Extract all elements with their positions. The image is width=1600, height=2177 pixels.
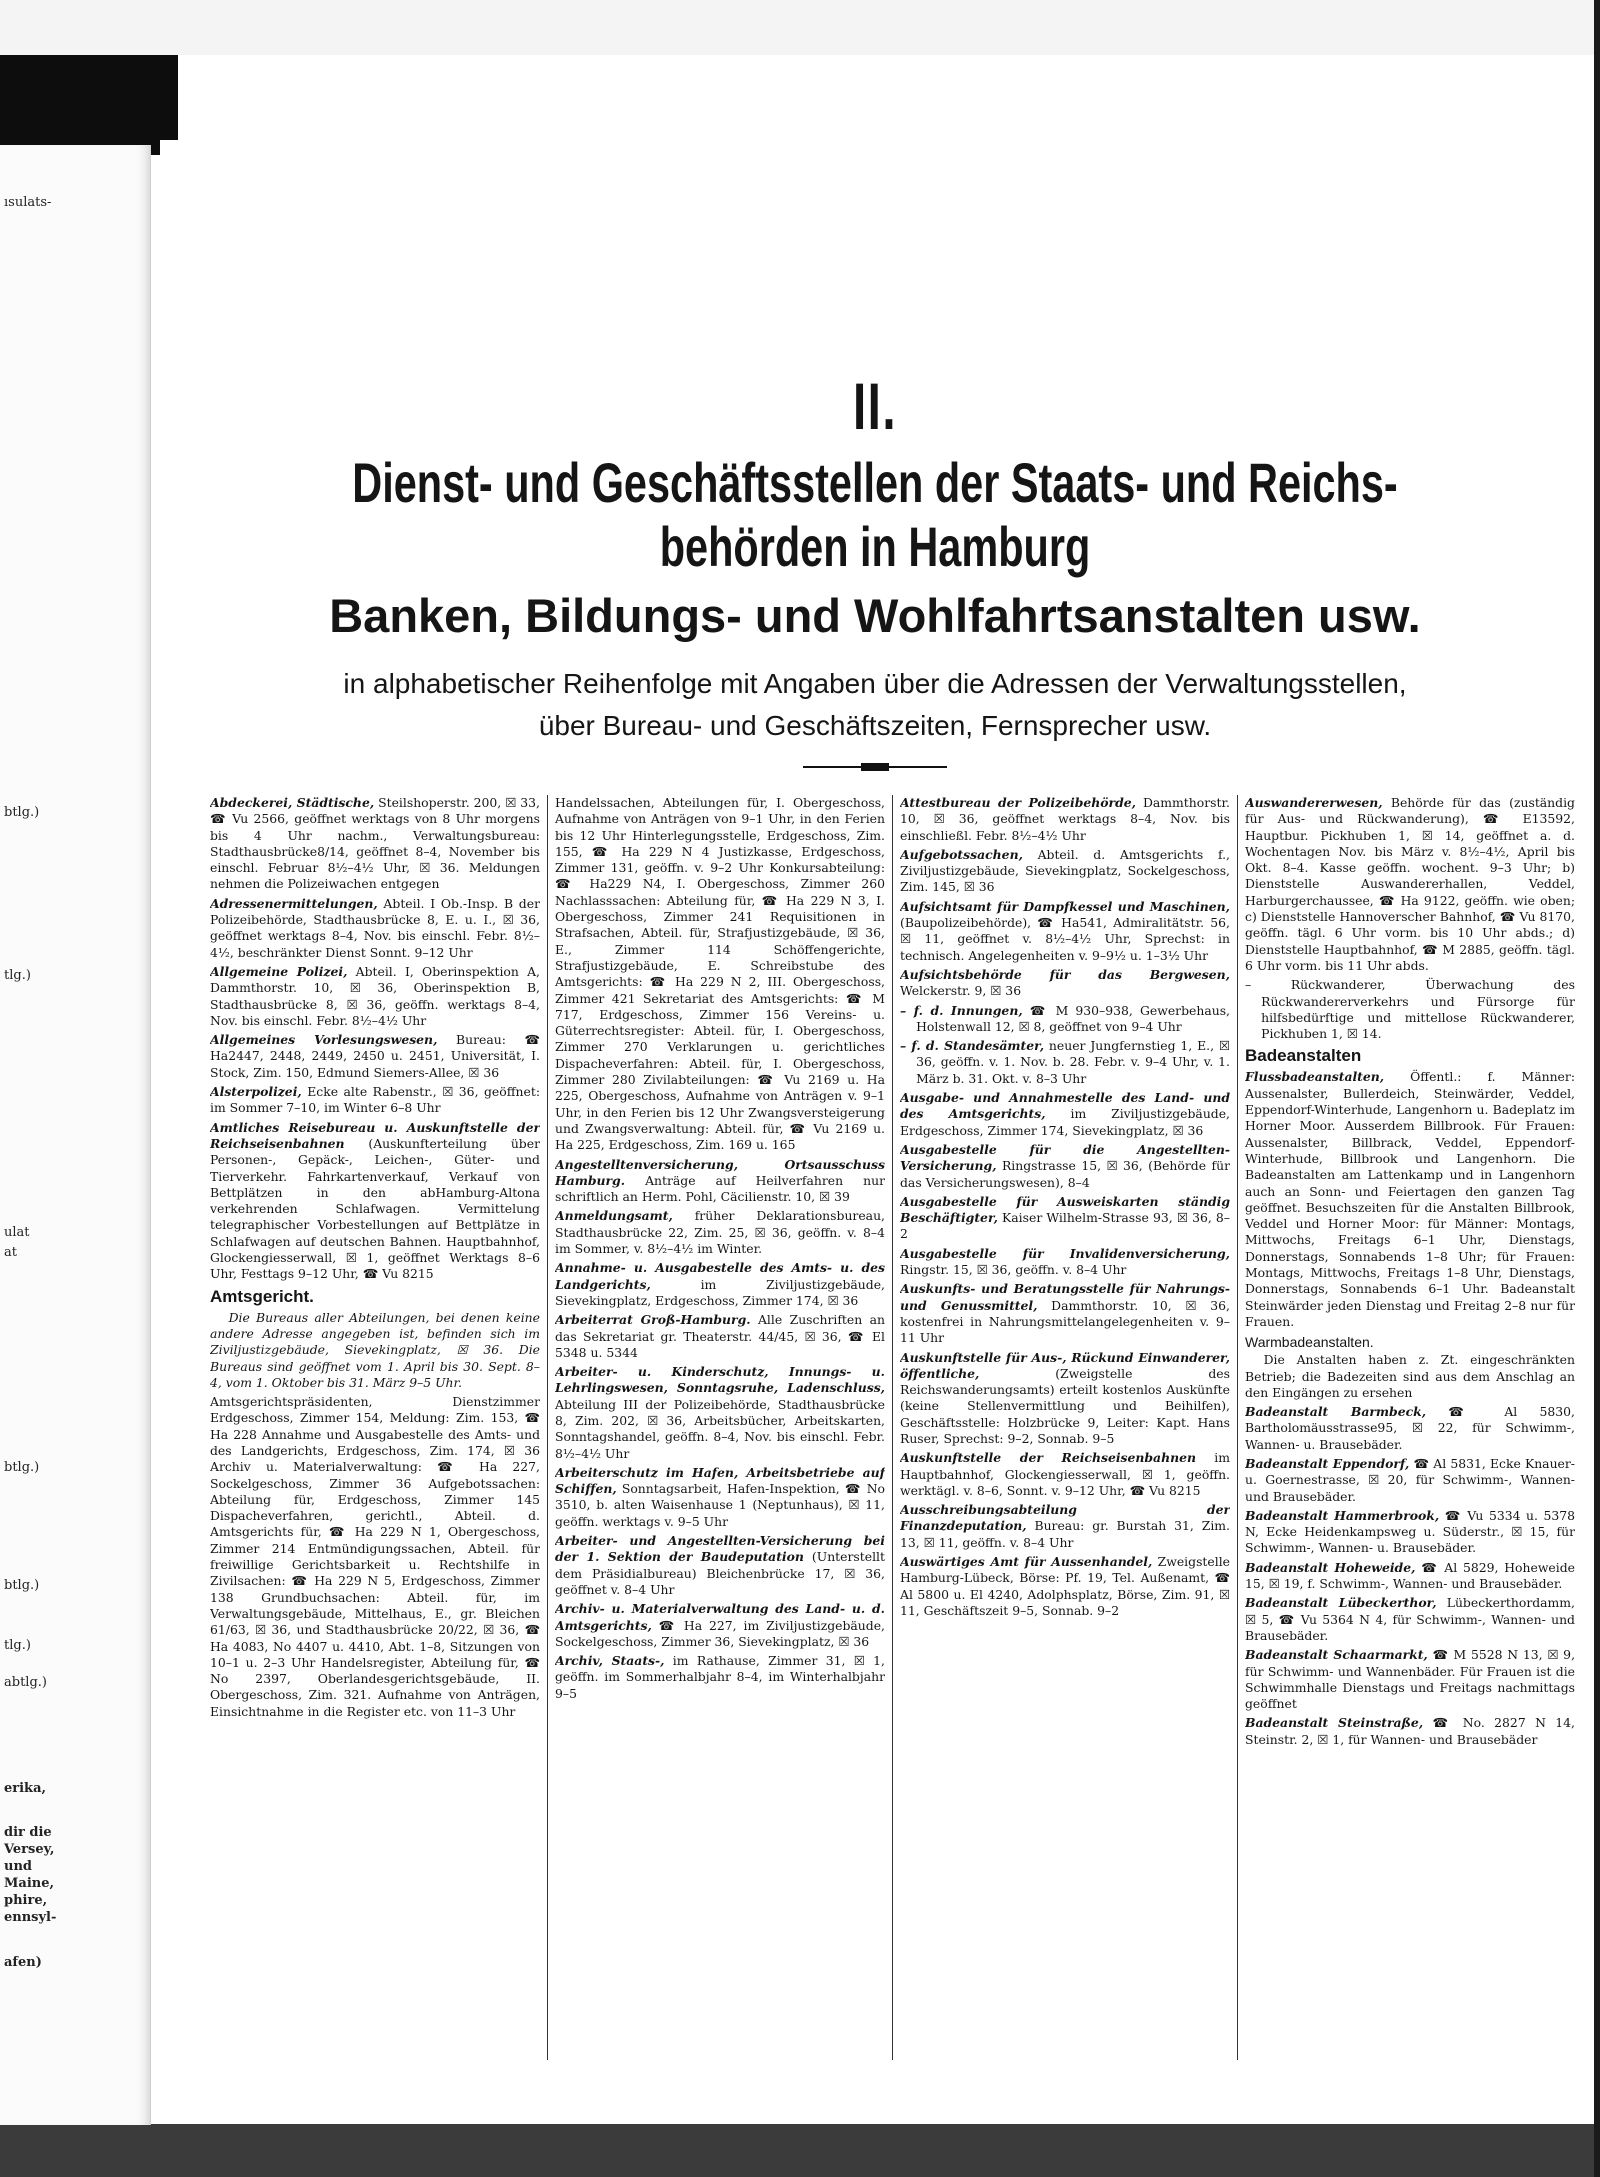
entry-heading: Auswandererwesen, [1245, 795, 1383, 810]
entry-text: ☎ Al 5830, Bartholomäusstrasse95, ☒ 22, für Schwimm-, Wannen- u. Brausebäder. [1245, 1404, 1575, 1452]
entry-columns [210, 795, 1580, 2065]
entry-heading: Anmeldungsamt, [555, 1208, 673, 1224]
entry [1245, 1456, 1575, 1505]
facing-page [0, 145, 151, 2125]
entry-heading: Badeanstalt Schaarmarkt, [1245, 1647, 1428, 1663]
entry-heading: Allgemeine Polizei, [210, 963, 348, 979]
entry-text: Abteil. I, Oberinspektion A, Dammthorstr. 10, ☒ 36, Oberinspektion B, Stadthausbrücke 8, ☒ 36, geöffn. werktags 8–4, Nov. bis einschl. Febr. 8½–4½ Uhr [210, 963, 540, 1028]
subsection-heading: Warmbadeanstalten. [1245, 1334, 1374, 1351]
entry-heading: Badeanstalt Hammerbrook, [1245, 1507, 1440, 1523]
facing-fragment: btlg.) [4, 805, 40, 820]
entry-heading: Adressenermittelungen, [210, 895, 378, 911]
entry-text: neuer Jungfernstieg 1, E., ☒ 36, geöffn. v. 1. Nov. b. 28. Febr. v. 9–4 Uhr, v. 1. März b. 31. Okt. v. 8–3 Uhr [916, 1038, 1230, 1086]
entry-text: Lübeckerthordamm, ☒ 5, ☎ Vu 5364 N 4, für Schwimm-, Wannen- und Brausebäder. [1245, 1595, 1575, 1643]
facing-fragment: ennsyl- [4, 1910, 57, 1925]
entry-heading: Badeanstalt Eppendorf, [1245, 1455, 1410, 1471]
section-heading-badeanstalten: Badeanstalten [1245, 1046, 1362, 1066]
page-title-line-3: Banken, Bildungs- und Wohlfahrtsanstalten usw. [329, 589, 1421, 642]
entry-heading: Ausgabe- und Annahmestelle des Land- und des Amtsgerichts, [900, 1090, 1230, 1122]
entry [900, 967, 1230, 1000]
entry-text: früher Deklarationsbureau, Stadthausbrücke 22, Zim. 25, ☒ 36, geöffn. v. 8–4 im Sommer, v. 8½–4½ im Winter. [555, 1208, 885, 1257]
entry-text: ☎ M 5528 N 13, ☒ 9, für Schwimm- und Wannenbäder. Für Frauen ist die Schwimmhalle Dienstags und Freitags nachmittags geöffnet [1245, 1647, 1575, 1712]
entry-heading: – f. d. Innungen, [900, 1002, 1023, 1018]
facing-fragment: btlg.) [4, 1460, 40, 1475]
entry-text: (Auskunfterteilung über Personen-, Gepäck-, Leichen-, Güter- und Tierverkehr. Fahrkartenverkauf, Verkauf von Bettplätzen in den abHamburg-Altona verkehrenden Schlafwagen. Vermittelung telegraphischer Vorbestellungen auf Bettplätze in Schlafwagen auf deutschen Bahnen. Hauptbahnhof, Glockengiesserwall, ☒ 1, geöffnet Werktags 8–6 Uhr, Festtags 9–12 Uhr, ☎ Vu 8215 [210, 1135, 540, 1282]
facing-fragment: at [4, 1245, 17, 1260]
entry [900, 1281, 1230, 1346]
entry-text: ☎ M 930–938, Gewerbehaus, Holstenwall 12, ☒ 8, geöffnet von 9–4 Uhr [916, 1002, 1230, 1034]
entry-text: im Hauptbahnhof, Glockengiesserwall, ☒ 1, geöffn. werktägl. v. 8–6, Sonnt. v. 9–12 Uhr, ☎ Vu 8215 [900, 1450, 1230, 1498]
entry-text: Bureau: ☎ Ha2447, 2448, 2449, 2450 u. 2451, Universität, I. Stock, Zim. 150, Edmund Siemers-Allee, ☒ 36 [210, 1032, 540, 1080]
column-rule [892, 795, 893, 2060]
entry-heading: Annahme- u. Ausgabestelle des Amts- u. des Landgerichts, [555, 1260, 885, 1292]
facing-fragment: tlg.) [4, 1638, 31, 1653]
entry [210, 896, 540, 961]
entry-heading: Archiv- u. Materialverwaltung des Land- u. d. Amtsgerichts, [555, 1601, 885, 1633]
entry-text: Dammthorstr. 10, ☒ 36, geöffnet werktags 8–4, Nov. bis einschließl. Febr. 8½–4½ Uhr [900, 795, 1230, 843]
entry-text: Bureau: gr. Burstah 31, Zim. 13, ☒ 11, geöffn. v. 8–4 Uhr [900, 1518, 1230, 1550]
entry [1245, 1069, 1575, 1330]
column-2 [555, 795, 885, 2065]
entry [1245, 1647, 1575, 1712]
entry [555, 1312, 885, 1361]
entry [555, 1533, 885, 1598]
entry-text: Behörde für das (zuständig für Aus- und Rückwanderung), ☎ E13592, Hauptbur. Pickhuben 1, ☒ 14, geöffnet a. d. Wochentagen Nov. bis März v. 8½–4½, April bis Okt. 8–4. Kasse geöffn. wochent. 9–3 Uhr; b) Dienststelle Auswandererhallen, Veddel, Harburgerchaussee, ☎ Ha 9122, geöffn. wie oben; c) Dienststelle Hannoverscher Bahnhof, ☎ Vu 8170, geöffn. tägl. 6 Uhr vorm. bis 10 Uhr abds.; d) Dienststelle Hauptbahnhof, ☎ M 2885, geöffn. tägl. 6 Uhr vorm. bis 11 Uhr abds. [1245, 795, 1575, 973]
entry-heading: Aufsichtsamt für Dampfkessel und Maschinen, [900, 898, 1230, 914]
scan-margin-top [0, 0, 1600, 55]
entry-heading: Arbeiterschutz im Hafen, Arbeitsbetriebe auf Schiffen, [555, 1464, 885, 1497]
entry [900, 1246, 1230, 1279]
entry [900, 1038, 1230, 1087]
entry-text: im Ziviljustizgebäude, Erdgeschoss, Zimmer 174, Sievekingplatz, ☒ 36 [900, 1106, 1230, 1138]
entry [210, 1084, 540, 1117]
entry [1245, 1508, 1575, 1557]
facing-fragment: tlg.) [4, 968, 31, 983]
entry-heading: Ausgabestelle für die Angestellten-Versicherung, [900, 1141, 1230, 1174]
entry [1245, 1595, 1575, 1644]
entry-heading: Badeanstalt Hoheweide, [1245, 1559, 1416, 1575]
entry [900, 1350, 1230, 1448]
entry-heading: Badeanstalt Barmbeck, [1245, 1404, 1427, 1420]
entry-heading: Archiv, Staats-, [555, 1653, 665, 1669]
entry-text: Zweigstelle Hamburg-Lübeck, Börse: Pf. 19, Tel. Außenamt, ☎ Al 5800 u. El 4240, Adolphsplatz, Börse, Zim. 91, ☒ 11, Geschäftszeit 9–5, Sonnab. 9–2 [900, 1554, 1230, 1618]
facing-fragment: phire, [4, 1893, 48, 1908]
entry-text: Anträge auf Heilverfahren nur schriftlich an Herm. Pohl, Cäcilienstr. 10, ☒ 39 [555, 1172, 885, 1205]
entry [555, 1465, 885, 1530]
entry [555, 1260, 885, 1309]
entry-text: im Rathause, Zimmer 31, ☒ 1, geöffn. im Sommerhalbjahr 8–4, im Winterhalbjahr 9–5 [555, 1653, 885, 1701]
entry-heading: Ausgabestelle für Invalidenversicherung, [900, 1245, 1230, 1261]
entry-text: Abteilung III der Polizeibehörde, Stadthausbrücke 8, Zim. 202, ☒ 36, Arbeitsbücher, Arbeitskarten, Sonntagshandel, geöffn. 8–4, Nov. bis einschl. Febr. 8½–4½ Uhr [555, 1396, 885, 1461]
facing-fragment: erika, [4, 1781, 47, 1796]
entry-list: Amtsgerichtspräsidenten, Dienstzimmer Erdgeschoss, Zimmer 154, Meldung: Zim. 153, ☎ Ha 228 Annahme und Ausgabestelle des Amts- und des Landgerichts, Erdgeschoss, Zim. 174, ☒ 36 Archiv u. Materialverwaltung: ☎ Ha 227, Sockelgeschoss, Zimmer 36 Aufgebotssachen: Abteilung für, Erdgeschoss, Zimmer 145 Dispacheverfahren, gerichtl., Abteil. d. Amtsgerichts für, ☎ Ha 229 N 1, Obergeschoss, Zimmer 214 Entmündigungssachen, Abteil. für freiwillige Gerichtsbarkeit u. Rechtshilfe in Zivilsachen: ☎ Ha 229 N 5, Erdgeschoss, Zimmer 138 Grundbuchsachen: Abteil. für, im Verwaltungsgebäude, Mittelhaus, E., gr. Bleichen 61/63, ☒ 36, und Stadthausbrücke 20/22, ☒ 36, ☎ Ha 4083, No 4407 u. 4410, Abt. 1–8, Sitzungen von 10–1 u. 2–3 Uhr Handelsregister, Abteilung für, ☎ No 2397, Oberlandesgerichtsgebäude, II. Obergeschoss, Zim. 321. Aufnahme von Anträgen, Einsichtnahme in die Register etc. von 11–3 Uhr [210, 1394, 540, 1719]
scan-edge-right [1594, 0, 1600, 2177]
entry [900, 847, 1230, 896]
entry-heading: Abdeckerei, Städtische, [210, 795, 375, 810]
entry-text: ☎ Vu 5334 u. 5378 N, Ecke Heidenkampsweg u. Süderstr., ☒ 15, für Schwimm-, Wannen- u. Brausebäder. [1245, 1507, 1575, 1556]
entry [555, 1157, 885, 1206]
ornament-divider [803, 765, 947, 769]
page-subtitle-line-2: über Bureau- und Geschäftszeiten, Fernsprecher usw. [538, 710, 1212, 741]
entry [900, 1194, 1230, 1243]
entry-heading: Arbeiter- und Angestellten-Versicherung bei der 1. Sektion der Baudeputation [555, 1533, 885, 1565]
entry-heading: Angestelltenversicherung, Ortsausschuss Hamburg. [555, 1156, 885, 1188]
scan-margin-bottom [0, 2124, 1600, 2177]
facing-fragment: ulat [4, 1225, 30, 1240]
entry-text: – Rückwanderer, Überwachung des Rückwandererverkehrs und Fürsorge für hilfsbedürftige und mittellose Rückwanderer, Pickhuben 1, ☒ 14. [1245, 977, 1575, 1042]
entry [210, 1120, 540, 1283]
entry-heading: Flussbadeanstalten, [1245, 1069, 1385, 1085]
facing-fragment: und [4, 1859, 32, 1874]
column-rule [1237, 795, 1238, 2060]
entry-heading: Ausschreibungsabteilung der Finanzdeputation, [900, 1502, 1230, 1534]
entry-heading: Auskunfts- und Beratungsstelle für Nahrungs- und Genussmittel, [900, 1281, 1230, 1313]
entry-text: Öffentl.: f. Männer: Aussenalster, Bullerdeich, Steinwärder, Veddel, Eppendorf-Winterhude, Langenhorn u. Badeplatz im Horner Moor. Ausserdem Billbrook. Für Frauen: Aussenalster, Billbrack, Veddel, Eppendorf-Winterhude, Billbrook und Langenhorn. Die Badeanstalten am Lattenkamp und in Langenhorn auch an Sonn- und Feiertagen den ganzen Tag geöffnet. Besuchszeiten für die Anstalten Billbrook, Veddel und Horner Moor: für Männer: Montags, Mittwochs, Freitags 6–1 Uhr, Dienstags, Donnerstags, Sonnabends 1–8 Uhr; für Frauen: Montags, Mittwochs, Freitags 1–8 Uhr, Dienstags, Donnerstags, Sonnabends 6–1 Uhr. Badeanstalt Steinwärder jeden Dienstag und Freitag 2–8 nur für Frauen. [1245, 1069, 1575, 1329]
entry-text: Ringstrasse 15, ☒ 36, (Behörde für das Versicherungswesen), 8–4 [900, 1158, 1230, 1190]
entry-text: Abteil. d. Amtsgerichts f., Ziviljustizgebäude, Sievekingplatz, Sockelgeschoss, Zim. 145, ☒ 36 [900, 846, 1230, 895]
entry [900, 1450, 1230, 1499]
entry-heading: Auswärtiges Amt für Aussenhandel, [900, 1554, 1153, 1570]
entry-heading: Ausgabestelle für Ausweiskarten ständig Beschäftigter, [900, 1193, 1230, 1226]
entry-heading: Arbeiter- u. Kinderschutz, Innungs- u. Lehrlingswesen, Sonntagsruhe, Ladenschluss, [555, 1364, 885, 1396]
entry [900, 1090, 1230, 1139]
facing-fragment: afen) [4, 1955, 42, 1970]
entry [1245, 795, 1575, 974]
entry-heading: Arbeiterrat Groß-Hamburg. [555, 1312, 751, 1328]
entry-text: ☎ No. 2827 N 14, Steinstr. 2, ☒ 1, für Wannen- und Brausebäder [1245, 1715, 1575, 1747]
entry [900, 1003, 1230, 1036]
facing-fragment: Versey, [4, 1842, 55, 1857]
page-title-line-2: behörden in Hamburg [659, 515, 1091, 578]
entry-text: ☎ Ha 227, im Ziviljustizgebäude, Sockelgeschoss, Zimmer 36, Sievekingplatz, ☒ 36 [555, 1617, 885, 1649]
entry-heading: Badeanstalt Steinstraße, [1245, 1715, 1424, 1731]
entry-text: (Baupolizeibehörde), ☎ Ha541, Admiralitätstr. 56, ☒ 11, geöffnet v. 8½–4½ Uhr, Sprechst: in technisch. Angelegenheiten v. 9–9½ u. 1–3½ Uhr [900, 915, 1230, 963]
facing-fragment: abtlg.) [4, 1675, 47, 1690]
entry-text: Dammthorstr. 10, ☒ 36, kostenfrei in Nahrungsmittelangelegenheiten v. 9–11 Uhr [900, 1297, 1230, 1346]
entry-heading: Auskunftstelle der Reichseisenbahnen [900, 1450, 1196, 1466]
entry [1245, 1715, 1575, 1748]
entry-heading: Allgemeines Vorlesungswesen, [210, 1032, 438, 1048]
entry-heading: Attestbureau der Polizeibehörde, [900, 795, 1136, 810]
facing-fragment: ısulats- [4, 195, 52, 210]
entry-heading: Auskunftstelle für Aus-, Rückund Einwanderer, öffentliche, [900, 1349, 1230, 1381]
entry-heading: – f. d. Standesämter, [900, 1038, 1045, 1054]
section-note: Die Anstalten haben z. Zt. eingeschränkten Betrieb; die Badezeiten sind aus dem Anschlag an den Eingängen zu ersehen [1245, 1352, 1575, 1400]
entry [210, 964, 540, 1029]
entry-heading: Amtliches Reisebureau u. Auskunftstelle der Reichseisenbahnen [210, 1119, 540, 1151]
scan-edge-left [0, 55, 178, 155]
entry-heading: Aufgebotssachen, [900, 846, 1023, 862]
entry [555, 1601, 885, 1650]
entry-text: Abteil. I Ob.-Insp. B der Polizeibehörde, Stadthausbrücke 8, E. u. I., ☒ 36, geöffnet werktags 8–4, Nov. bis einschl. Febr. 8½–4½, beschränkter Dienst Sonnt. 9–12 Uhr [210, 895, 540, 960]
directory-page [160, 140, 1590, 2120]
entry-heading: Aufsichtsbehörde für das Bergwesen, [900, 966, 1230, 982]
entry-heading: Badeanstalt Lübeckerthor, [1245, 1595, 1437, 1611]
entry [555, 1364, 885, 1462]
column-4 [1245, 795, 1575, 2065]
page-title-line-1: Dienst- und Geschäftsstellen der Staats- und Reichs- [352, 451, 1398, 514]
entry-text: Ringstr. 15, ☒ 36, geöffn. v. 8–4 Uhr [900, 1262, 1127, 1278]
entry [1245, 1404, 1575, 1453]
entry [900, 795, 1230, 844]
entry-heading: Alsterpolizei, [210, 1084, 302, 1100]
entry-text: Kaiser Wilhelm-Strasse 93, ☒ 36, 8–2 [900, 1210, 1230, 1242]
entry-text: Alle Zuschriften an das Sekretariat gr. Theaterstr. 44/45, ☒ 36, ☎ El 5348 u. 5344 [555, 1312, 885, 1360]
entry-list: Handelssachen, Abteilungen für, I. Obergeschoss, Aufnahme von Anträgen von 9–1 Uhr, in den Ferien bis 12 Uhr Hinterlegungsstelle, Erdgeschoss, Zim. 155, ☎ Ha 229 N 4 Justizkasse, Erdgeschoss, Zimmer 131, geöffn. v. 9–2 Uhr Konkursabteilung: ☎ Ha229 N4, I. Obergeschoss, Zimmer 260 Nachlasssachen: Abteilung für, ☎ Ha 229 N 3, I. Obergeschoss, Zimmer 241 Requisitionen in Strafsachen, Abteil. für, Strafjustizgebäude, ☒ 36, E., Zimmer 114 Schöffengerichte, Strafjustizgebäude, E. Schreibstube des Amtsgerichts: ☎ Ha 229 N 2, III. Obergeschoss, Zimmer 421 Sekretariat des Amtsgerichts: ☎ M 717, Erdgeschoss, Zimmer 156 Vereins- u. Güterrechtsregister: Abteil. für, I. Obergeschoss, Zimmer 270 Verklarungen u. gerichtliches Dispacheverfahren: Abteil. für, I. Obergeschoss, Zimmer 280 Zivilabteilungen: ☎ Vu 2169 u. Ha 225, Obergeschoss, Aufnahme von Anträgen v. 9–1 Uhr, in den Ferien bis 12 Uhr Zwangsversteigerung und Zwangsverwaltung: Abteil. für, ☎ Vu 2169 u. Ha 225, Erdgeschoss, Zim. 169 u. 165 [555, 795, 885, 1153]
entry-text: Steilshoperstr. 200, ☒ 33, ☎ Vu 2566, geöffnet werktags von 8 Uhr morgens bis 4 Uhr nachm., Verwaltungsbureau: Stadthausbrücke8/14, geöffnet 8–4, November bis einschl. Februar 8½–4½ Uhr, ☒ 36. Meldungen nehmen die Polizeiwachen entgegen [210, 795, 540, 892]
entry-text: (Zweigstelle des Reichswanderungsamts) erteilt kostenlos Auskünfte (keine Stellenvermittlung und Beihilfen), Geschäftsstelle: Holzbrücke 9, Leiter: Kapt. Hans Ruser, Sprechst: 9–2, Sonnab. 9–5 [900, 1365, 1230, 1446]
entry [900, 1502, 1230, 1551]
facing-fragment: Maine, [4, 1876, 55, 1891]
entry [555, 1208, 885, 1257]
entry [210, 1032, 540, 1081]
entry [900, 899, 1230, 964]
entry [900, 1142, 1230, 1191]
facing-fragment: btlg.) [4, 1578, 40, 1593]
column-1 [210, 795, 540, 2065]
entry [1245, 1560, 1575, 1593]
page-subtitle-line-1: in alphabetischer Reihenfolge mit Angaben über die Adressen der Verwaltungsstellen, [343, 668, 1407, 699]
column-3 [900, 795, 1230, 2065]
entry [900, 1554, 1230, 1619]
column-rule [547, 795, 548, 2060]
entry-text: im Ziviljustizgebäude, Sievekingplatz, Erdgeschoss, Zimmer 174, ☒ 36 [555, 1276, 885, 1308]
facing-fragment: dir die [4, 1825, 52, 1840]
section-number: II. [853, 369, 897, 443]
section-note: Die Bureaus aller Abteilungen, bei denen keine andere Adresse angegeben ist, befinden sich im Ziviljustizgebäude, Sievekingplatz, ☒ 36. Die Bureaus sind geöffnet vom 1. April bis 30. Sept. 8–4, vom 1. Oktober bis 31. März 9–5 Uhr. [210, 1309, 540, 1390]
entry-text: Welckerstr. 9, ☒ 36 [900, 983, 1022, 999]
entry [210, 795, 540, 893]
entry-text: Sonntagsarbeit, Hafen-Inspektion, ☎ No 3510, b. alten Waisenhause 1 (Neptunhaus), ☒ 11, geöffn. werktags v. 9–5 Uhr [555, 1481, 885, 1529]
entry-text: ☎ Al 5829, Hoheweide 15, ☒ 19, f. Schwimm-, Wannen- und Brausebäder. [1245, 1559, 1575, 1592]
entry-text: Ecke alte Rabenstr., ☒ 36, geöffnet: im Sommer 7–10, im Winter 6–8 Uhr [210, 1084, 540, 1116]
entry-text: (Unterstellt dem Präsidialbureau) Bleichenbrücke 17, ☒ 36, geöffnet v. 8–4 Uhr [555, 1549, 885, 1597]
entry-text: ☎ Al 5831, Ecke Knauer- u. Goernestrasse, ☒ 20, für Schwimm-, Wannen- und Brausebäder. [1245, 1455, 1575, 1504]
entry [555, 1653, 885, 1702]
section-heading-amtsgericht: Amtsgericht. [210, 1286, 314, 1306]
